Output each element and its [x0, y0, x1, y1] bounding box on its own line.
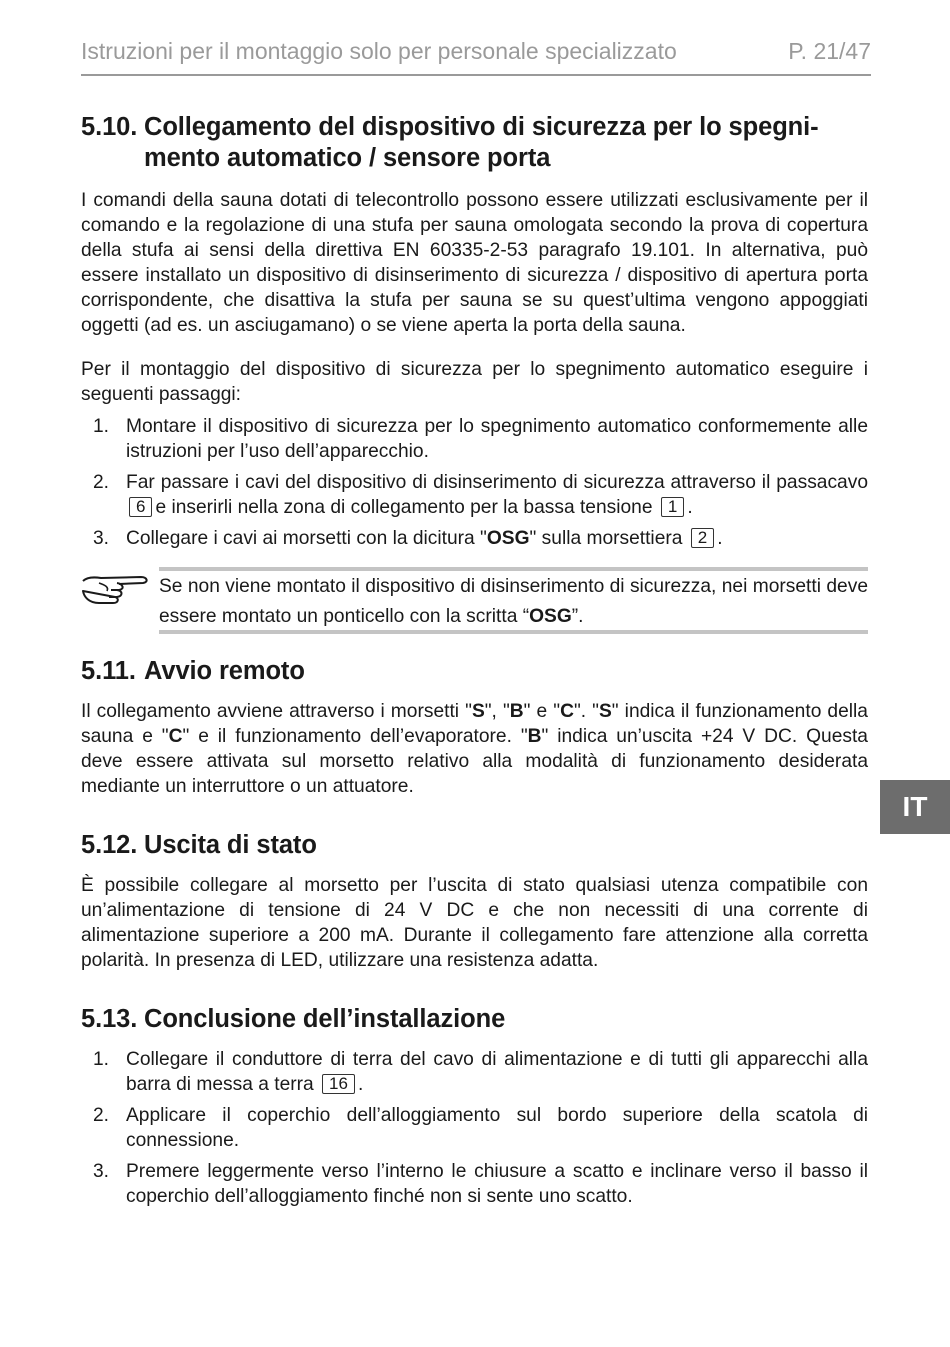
- item-number: 3.: [93, 1161, 110, 1182]
- item-text: Far passare i cavi del dispositivo di disinserimento di sicurezza attraverso il passacavo: [126, 472, 868, 493]
- reference-box: 2: [691, 528, 714, 548]
- item-text: Montare il dispositivo di sicurezza per lo spegnimento automatico conformemente alle istruzioni per l’uso dell’apparecchio.: [126, 416, 868, 462]
- section-heading-5-10: [81, 112, 868, 174]
- list-item: [81, 1159, 868, 1209]
- note-text-part: ”.: [571, 606, 584, 627]
- note-box: [81, 567, 868, 634]
- text-part: ", ": [484, 701, 510, 722]
- list-item: [81, 1103, 868, 1153]
- item-number: 3.: [93, 528, 110, 549]
- page-header: [81, 38, 871, 76]
- section-heading-5-11: [81, 656, 868, 687]
- steps-list: [81, 414, 868, 551]
- reference-box: 1: [661, 497, 684, 517]
- item-text: Collegare il conduttore di terra del cavo di alimentazione e di tutti gli apparecchi alla barra di messa a terra: [126, 1049, 868, 1095]
- item-text: Premere leggermente verso l’interno le chiusure a scatto e inclinare verso il basso il coperchio dell’alloggiamento finché non si sente uno scatto.: [126, 1161, 868, 1207]
- item-text: .: [357, 1074, 364, 1095]
- bold-text: S: [471, 701, 485, 722]
- section-title: Uscita di stato: [144, 831, 317, 859]
- list-item: [81, 414, 868, 464]
- item-number: 1.: [93, 416, 110, 437]
- item-text: Applicare il coperchio dell’alloggiamento sul bordo superiore della scatola di connessione.: [126, 1105, 868, 1151]
- reference-box: 16: [322, 1074, 355, 1094]
- text-part: " e il funzionamento dell’evaporatore. ": [182, 726, 528, 747]
- content: [81, 112, 868, 1209]
- section-number: 5.13.: [81, 1005, 138, 1033]
- paragraph: È possibile collegare al morsetto per l’uscita di stato qualsiasi utenza compatibile con un’alimentazione di tensione di 24 V DC e che non necessiti di una corrente di alimentazione superiore a 200 mA. Durante il collegamento fare attenzione alla corretta polarità. In presenza di LED, utilizzare una resistenza adatta.: [81, 875, 868, 971]
- item-text: Collegare i cavi ai morsetti con la dicitura ": [126, 528, 487, 549]
- language-code: IT: [902, 791, 928, 822]
- item-number: 1.: [93, 1049, 110, 1070]
- text-part: " e ": [523, 701, 561, 722]
- bold-text: S: [598, 701, 612, 722]
- language-tab: [880, 780, 950, 834]
- section-title: Collegamento del dispositivo di sicurezza per lo spegnimento automatico / sensore porta: [144, 113, 819, 172]
- divider: [159, 630, 868, 634]
- paragraph: Per il montaggio del dispositivo di sicurezza per lo spegnimento automatico eseguire i seguenti passaggi:: [81, 359, 868, 405]
- header-title: Istruzioni per il montaggio solo per personale specializzato: [81, 38, 677, 64]
- text-part: " indica un’uscita +24 V DC. Questa deve essere attivata sul morsetto relativo alla modalità di funzionamento desiderata mediante un interruttore o un attuatore.: [81, 726, 868, 797]
- section-number: 5.11.: [81, 657, 136, 685]
- page-number: P. 21/47: [788, 38, 871, 64]
- text-part: " indica il funzionamento della sauna e ": [81, 701, 868, 747]
- bold-text: OSG: [486, 528, 530, 549]
- paragraph: I comandi della sauna dotati di telecontrollo possono essere utilizzati esclusivamente per il comando e la regolazione di una stufa per sauna omologata secondo la prova di copertura della stufa ai sensi della direttiva EN 60335-2-53 paragrafo 19.101. In alternativa, può essere installato un dispositivo di disinserimento di sicurezza / dispositivo di apertura porta corrispondente, che disattiva la stufa per sauna se su quest’ultima vengono appoggiati oggetti (ad es. un asciugamano) o se viene aperta la porta della sauna.: [81, 190, 868, 336]
- text-part: Il collegamento avviene attraverso i morsetti ": [81, 701, 472, 722]
- paragraph: [81, 699, 868, 799]
- pointing-hand-icon: [81, 571, 151, 607]
- section-heading-5-13: [81, 1004, 868, 1035]
- list-item: [81, 470, 868, 520]
- note-text-part: Se non viene montato il dispositivo di disinserimento di sicurezza, nei morsetti deve essere montato un ponticello con la scritta “: [159, 576, 868, 627]
- bold-text: C: [168, 726, 183, 747]
- steps-list: [81, 1047, 868, 1209]
- section-number: 5.12.: [81, 831, 138, 859]
- section-title: Conclusione dell’installazione: [144, 1005, 506, 1033]
- reference-box: 6: [129, 497, 152, 517]
- item-text: .: [687, 497, 693, 518]
- list-item: [81, 1047, 868, 1097]
- item-text: " sulla morsettiera: [529, 528, 683, 549]
- bold-text: B: [509, 701, 524, 722]
- item-text: e inserirli nella zona di collegamento per la bassa tensione: [155, 497, 653, 518]
- section-number: 5.10.: [81, 113, 138, 141]
- item-text: .: [717, 528, 723, 549]
- section-heading-5-12: [81, 830, 868, 861]
- item-number: 2.: [93, 472, 110, 493]
- text-part: ". ": [573, 701, 599, 722]
- bold-text: C: [560, 701, 574, 722]
- note-text: [159, 572, 868, 632]
- list-item: [81, 526, 868, 551]
- item-number: 2.: [93, 1105, 110, 1126]
- bold-text: B: [527, 726, 542, 747]
- divider: [159, 567, 868, 571]
- bold-text: OSG: [529, 606, 572, 627]
- section-title: Avvio remoto: [144, 657, 305, 685]
